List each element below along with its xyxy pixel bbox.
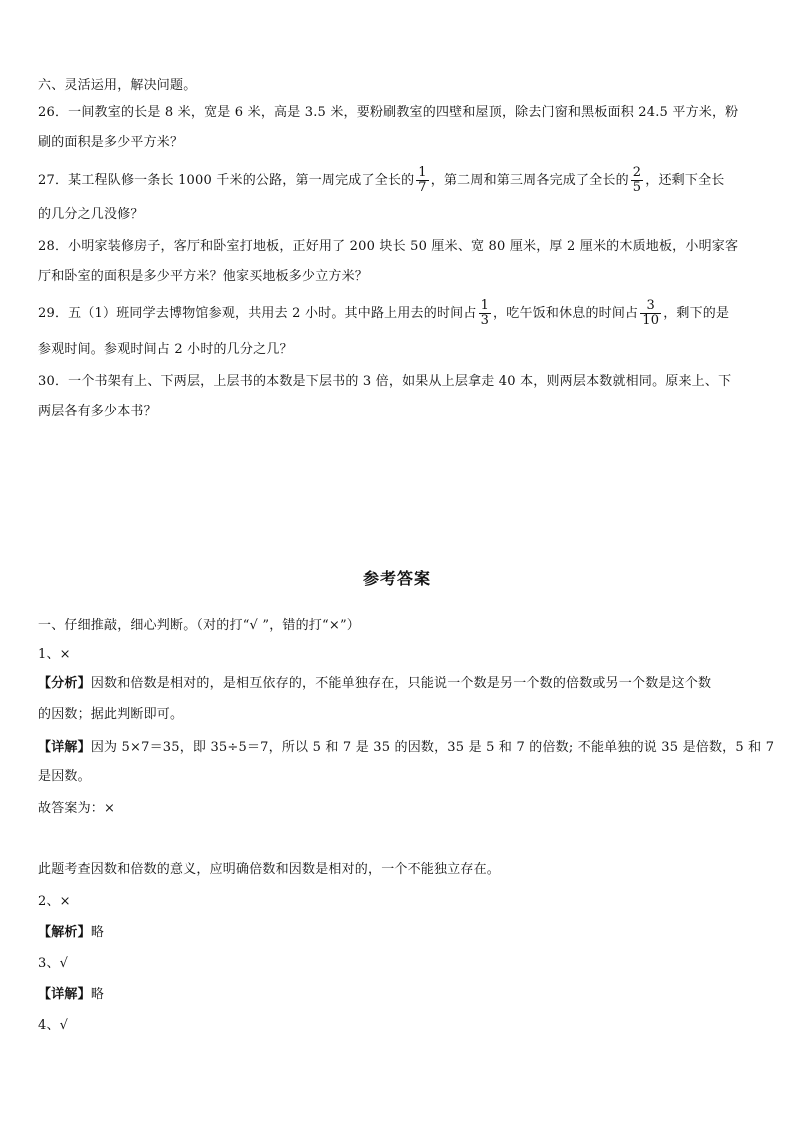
detail-text: 略 — [90, 987, 105, 1002]
detail-text: 因为 5×7＝35，即 35÷5＝7，所以 5 和 7 是 35 的因数，35 是 5 和 7 的倍数; 不能单独的说 35 是倍数，5 和 7 — [90, 740, 775, 755]
fraction-denominator: 3 — [480, 313, 490, 328]
question-30-line-2: 两层各有多少本书？ — [38, 404, 157, 419]
question-26-line-2: 刷的面积是多少平方米？ — [38, 135, 184, 150]
question-28-line-1: 28．小明家装修房子，客厅和卧室打地板，正好用了 200 块长 50 厘米、宽 80 厘米，厚 2 厘米的木质地板，小明家客 — [38, 239, 739, 254]
fraction-one-third — [479, 299, 491, 328]
fraction-numerator: 1 — [418, 165, 427, 180]
analysis-text: 略 — [90, 925, 105, 940]
fraction-numerator: 3 — [640, 299, 661, 314]
question-27-text-c: ，还剩下全长 — [645, 173, 725, 188]
question-30-line-1: 30．一个书架有上、下两层，上层书的本数是下层书的 3 倍，如果从上层拿走 40 本，则两层本数就相同。原来上、下 — [38, 374, 732, 389]
question-27-line-2: 的几分之几没修？ — [38, 207, 144, 222]
analysis-tag: 【解析】 — [38, 925, 91, 940]
question-29-text-a: 29．五（1）班同学去博物馆参观，共用去 2 小时。其中路上用去的时间占 — [38, 306, 477, 321]
answer-1-analysis-line-1 — [38, 674, 756, 694]
question-28-line-2: 厅和卧室的面积是多少平方米？他家买地板多少立方米？ — [38, 269, 369, 284]
answer-1-detail-line-2: 是因数。 — [38, 769, 91, 784]
question-29-text-c: ，剩下的是 — [663, 306, 730, 321]
fraction-numerator: 1 — [480, 298, 490, 313]
fraction-numerator: 2 — [632, 165, 642, 180]
fraction-one-seventh — [416, 166, 428, 195]
fraction-three-tenths — [640, 299, 661, 328]
analysis-tag: 【分析】 — [38, 676, 91, 691]
answer-1-detail-line-1 — [38, 738, 775, 758]
fraction-denominator: 7 — [418, 180, 427, 195]
analysis-text: 因数和倍数是相对的，是相互依存的，不能单独存在，只能说一个数是另一个数的倍数或另一个数是这个数 — [90, 676, 712, 691]
detail-tag: 【详解】 — [38, 740, 91, 755]
answer-2: 2、× — [38, 894, 71, 909]
section-heading: 六、灵活运用，解决问题。 — [38, 78, 197, 93]
answers-section-1-heading: 一、仔细推敲，细心判断。（对的打“√ ”，错的打“×”） — [38, 618, 360, 633]
question-29-line-2: 参观时间。参观时间占 2 小时的几分之几？ — [38, 342, 293, 357]
detail-tag: 【详解】 — [38, 987, 91, 1002]
answer-3-detail — [38, 985, 756, 1005]
question-26-line-1: 26．一间教室的长是 8 米，宽是 6 米，高是 3.5 米，要粉刷教室的四壁和屋顶，除去门窗和黑板面积 24.5 平方米，粉 — [38, 105, 739, 120]
question-29-text-b: ，吃午饭和休息的时间占 — [493, 306, 639, 321]
question-27-line-1 — [38, 163, 756, 199]
fraction-denominator: 5 — [632, 180, 642, 195]
answer-1-analysis-line-2: 的因数；据此判断即可。 — [38, 707, 184, 722]
answer-4: 4、√ — [38, 1018, 69, 1033]
answer-2-analysis — [38, 923, 756, 943]
question-29-line-1 — [38, 296, 756, 332]
question-27-text-a: 27．某工程队修一条长 1000 千米的公路，第一周完成了全长的 — [38, 173, 415, 188]
answer-3: 3、√ — [38, 956, 69, 971]
fraction-two-fifths — [631, 166, 643, 195]
answers-title: 参考答案 — [362, 569, 431, 588]
fraction-denominator: 10 — [642, 313, 660, 328]
answer-1-comment: 此题考查因数和倍数的意义，应明确倍数和因数是相对的，一个不能独立存在。 — [38, 862, 501, 877]
answer-1-result: 故答案为：× — [38, 801, 116, 816]
question-27-text-b: ，第二周和第三周各完成了全长的 — [430, 173, 629, 188]
answer-1: 1、× — [38, 647, 71, 662]
